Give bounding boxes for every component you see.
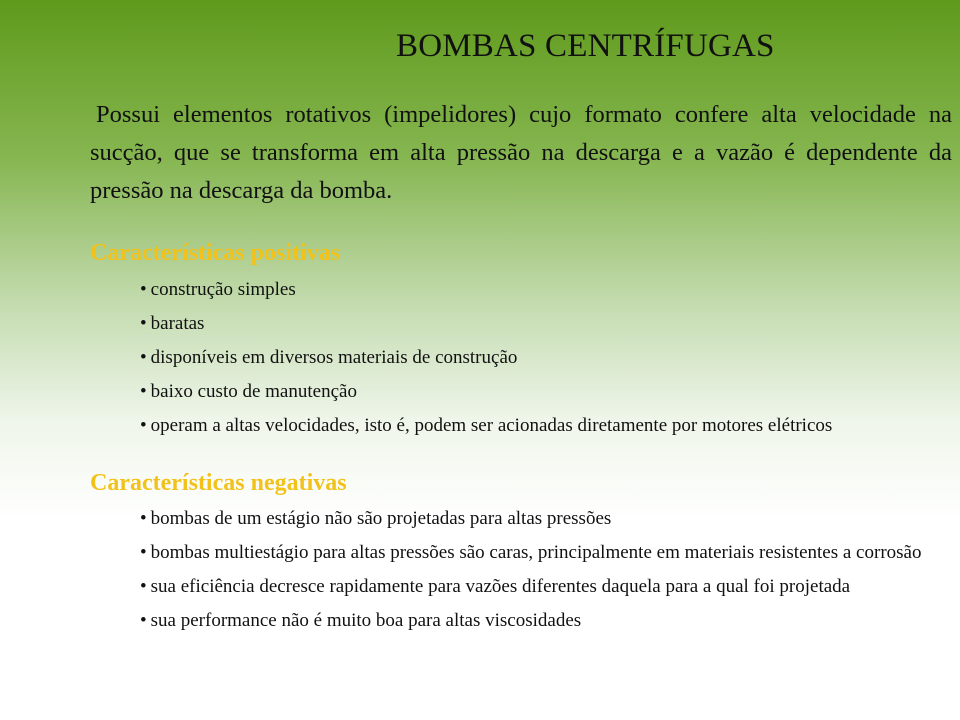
list-item [140,540,954,566]
positive-list [140,277,954,447]
bullet-icon: • [140,610,147,631]
negative-heading: Características negativas [90,470,347,496]
list-item [140,608,954,634]
slide-title-text: BOMBAS CENTRÍFUGAS [396,28,775,64]
list-item-text: disponíveis em diversos materiais de construção [150,347,518,368]
list-item [140,574,954,600]
bullet-icon: • [140,576,147,597]
intro-paragraph: Possui elementos rotativos (impelidores) cujo formato confere alta velocidade na sucção, que se transforma em alta pressão na descarga e a vazão é dependente da pressão na descarga da bomba. [90,101,952,204]
list-item-text: construção simples [150,279,296,300]
bullet-icon: • [140,279,147,300]
bullet-icon: • [140,381,147,402]
negative-list [140,506,954,642]
list-item [140,345,954,371]
list-item-text: operam a altas velocidades, isto é, podem ser acionadas diretamente por motores elétricos [150,415,833,436]
bullet-icon: • [140,508,147,529]
list-item-text: sua eficiência decresce rapidamente para vazões diferentes daquela para a qual foi projetada [150,576,851,597]
list-item-text: baratas [150,313,205,334]
list-item [140,311,954,337]
list-item [140,379,954,405]
bullet-icon: • [140,415,147,436]
bullet-icon: • [140,542,147,563]
list-item [140,506,954,532]
slide-title [0,28,960,65]
list-item [140,277,954,303]
list-item-text: sua performance não é muito boa para altas viscosidades [150,610,582,631]
bullet-icon: • [140,313,147,334]
list-item-text: baixo custo de manutenção [150,381,357,402]
positive-heading: Características positivas [90,240,340,266]
list-item-text: bombas multiestágio para altas pressões são caras, principalmente em materiais resistentes a corrosão [150,542,922,563]
list-item-text: bombas de um estágio não são projetadas para altas pressões [150,508,612,529]
bullet-icon: • [140,347,147,368]
list-item [140,413,954,439]
